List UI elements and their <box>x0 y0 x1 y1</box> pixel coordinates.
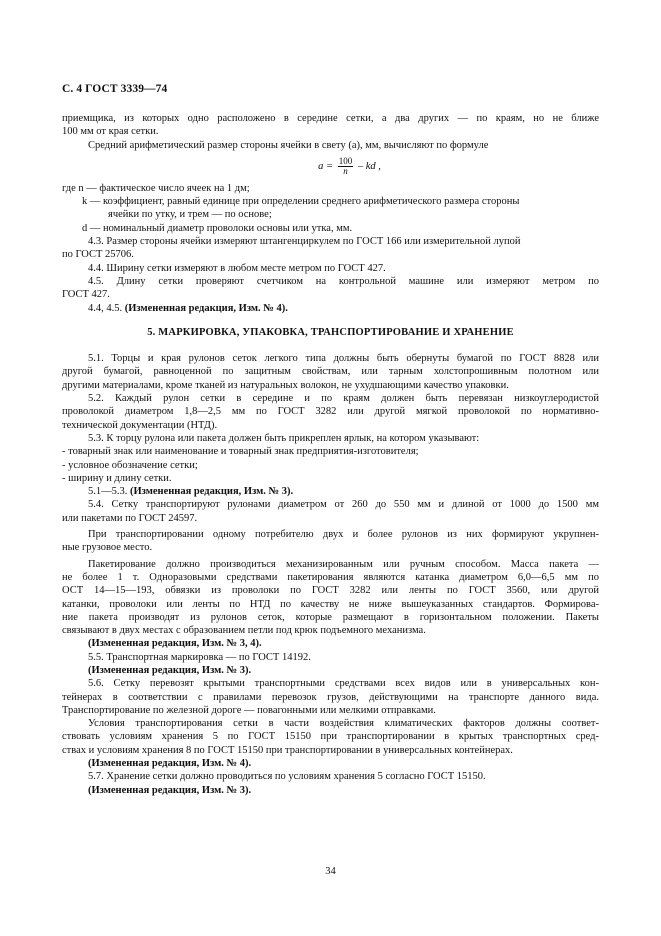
text-line: 5.1. Торцы и края рулонов сеток легкого типа должны быть обернуты бумагой по ГОСТ 8828 или <box>88 353 599 365</box>
revision-note <box>62 302 599 315</box>
text-line: ОСТ 14—15—193, обвязки из проволоки по ГОСТ 3282 или ленты по ГОСТ 3560, или другой <box>62 585 599 597</box>
list-item: - условное обозначение сетки; <box>62 459 198 471</box>
revision-bold: (Измененная редакция, Изм. № 3). <box>130 486 294 498</box>
section-title: 5. МАРКИРОВКА, УПАКОВКА, ТРАНСПОРТИРОВАНИЕ И ХРАНЕНИЕ <box>147 326 514 338</box>
text-line: тейнерах в соответствии с правилами перевозок грузов, действующими на транспорте данного вида. <box>62 691 599 703</box>
text-line: 5.7. Хранение сетки должно проводиться по условиям хранения 5 согласно ГОСТ 15150. <box>88 771 486 783</box>
revision-ref: 4.4, 4.5. <box>88 302 125 314</box>
text-line: другими материалами, кроме тканей из натуральных волокон, не ухудшающими качество упаковки. <box>62 379 509 391</box>
formula-fraction <box>338 157 354 176</box>
revision-note: (Измененная редакция, Изм. № 3, 4). <box>88 638 262 650</box>
formula <box>62 152 599 182</box>
text-line: по ГОСТ 25706. <box>62 249 134 261</box>
text-line: ствах и условиям хранения 8 по ГОСТ 15150 при транспортировании в универсальных контейнерах. <box>62 744 513 756</box>
text-line: связывают в двух местах с образованием петли под крюк подъемного механизма. <box>62 625 426 637</box>
text-line: проволокой диаметром 1,8—2,5 мм по ГОСТ 3282 или другой мягкой проволокой по нормативно- <box>62 406 599 418</box>
text-line: ствовать условиям хранения 5 по ГОСТ 15150 при транспортировании в крытых транспортных сред- <box>62 731 599 743</box>
text-line: 4.3. Размер стороны ячейки измеряют штангенциркулем по ГОСТ 166 или измерительной лупой <box>88 236 521 248</box>
text-line: приемщика, из которых одно расположено в середине сетки, а два других — по краям, но не ближе <box>62 113 599 124</box>
page-header: С. 4 ГОСТ 3339—74 <box>62 83 168 95</box>
text-line: d — номинальный диаметр проволоки основы или утка, мм. <box>82 222 353 234</box>
text-line: При транспортировании одному потребителю двух и более рулонов из них формируют укрупнен- <box>88 529 599 541</box>
formula-denominator: n <box>343 165 348 176</box>
text-line: 5.6. Сетку перевозят крытыми транспортными средствами всех видов или в универсальных кон- <box>88 678 599 690</box>
text-line: k — коэффициент, равный единице при определении среднего арифметического размера стороны <box>82 196 520 208</box>
text-line: ячейки по утку, и трем — по основе; <box>108 209 272 221</box>
text-line: 100 мм от края сетки. <box>62 126 159 138</box>
formula-right: – kd , <box>355 160 381 172</box>
revision-ref: 5.1—5.3. <box>88 486 130 498</box>
text-line: не более 1 т. Одноразовыми средствами пакетирования являются катанка диаметром 6,0—6,5 мм по <box>62 571 599 583</box>
list-item: - ширину и длину сетки. <box>62 472 172 484</box>
text-line: 5.3. К торцу рулона или пакета должен быть прикреплен ярлык, на котором указывают: <box>88 432 480 444</box>
formula-left: a = <box>318 160 336 172</box>
revision-note <box>62 485 599 498</box>
text-line: Пакетирование должно производиться механизированным или ручным способом. Масса пакета — <box>88 558 599 570</box>
text-line: 4.5. Длину сетки проверяют счетчиком на контрольной машине или измеряют метром по <box>88 275 599 287</box>
page-number: 34 <box>325 866 336 877</box>
formula-numerator: 100 <box>338 155 353 166</box>
text-line: 5.4. Сетку транспортируют рулонами диаметром от 260 до 550 мм и длиной от 1000 до 1500 мм <box>88 499 599 511</box>
text-line: 4.4. Ширину сетки измеряют в любом месте метром по ГОСТ 427. <box>88 262 386 274</box>
page-content <box>62 112 599 797</box>
revision-note: (Измененная редакция, Изм. № 3). <box>88 784 252 796</box>
text-line: ные грузовое место. <box>62 542 153 554</box>
text-line: технической документации (НТД). <box>62 419 218 431</box>
text-line: ние пакета производят из рулонов сеток, которые размещают в горизонтальном положении. Пакеты <box>62 611 599 623</box>
text-line: или пакетами по ГОСТ 24597. <box>62 512 198 524</box>
text-line: Транспортирование по железной дороге — повагонными или мелкими отправками. <box>62 704 436 716</box>
text-line: ГОСТ 427. <box>62 289 110 301</box>
revision-note: (Измененная редакция, Изм. № 4). <box>88 758 252 770</box>
text-line: 5.5. Транспортная маркировка — по ГОСТ 14192. <box>88 651 311 663</box>
revision-bold: (Измененная редакция, Изм. № 4). <box>124 302 288 314</box>
text-line: 5.2. Каждый рулон сетки в середине и по краям должен быть перевязан низкоуглеродистой <box>88 393 599 405</box>
text-line: Средний арифметический размер стороны ячейки в свету (а), мм, вычисляют по формуле <box>88 139 489 151</box>
text-line: катанки, проволоки или ленты по НТД по качеству не ниже вышеуказанных стандартов. Формирова- <box>62 598 599 610</box>
text-line: другой бумагой, равноценной по защитным свойствам, или тарным холстопрошивным полотном или <box>62 366 599 378</box>
text-line: где n — фактическое число ячеек на 1 дм; <box>62 182 250 194</box>
text-line: Условия транспортирования сетки в части воздействия климатических факторов должны соответ- <box>88 718 599 730</box>
revision-note: (Измененная редакция, Изм. № 3). <box>88 664 252 676</box>
list-item: - товарный знак или наименование и товарный знак предприятия-изготовителя; <box>62 446 419 458</box>
